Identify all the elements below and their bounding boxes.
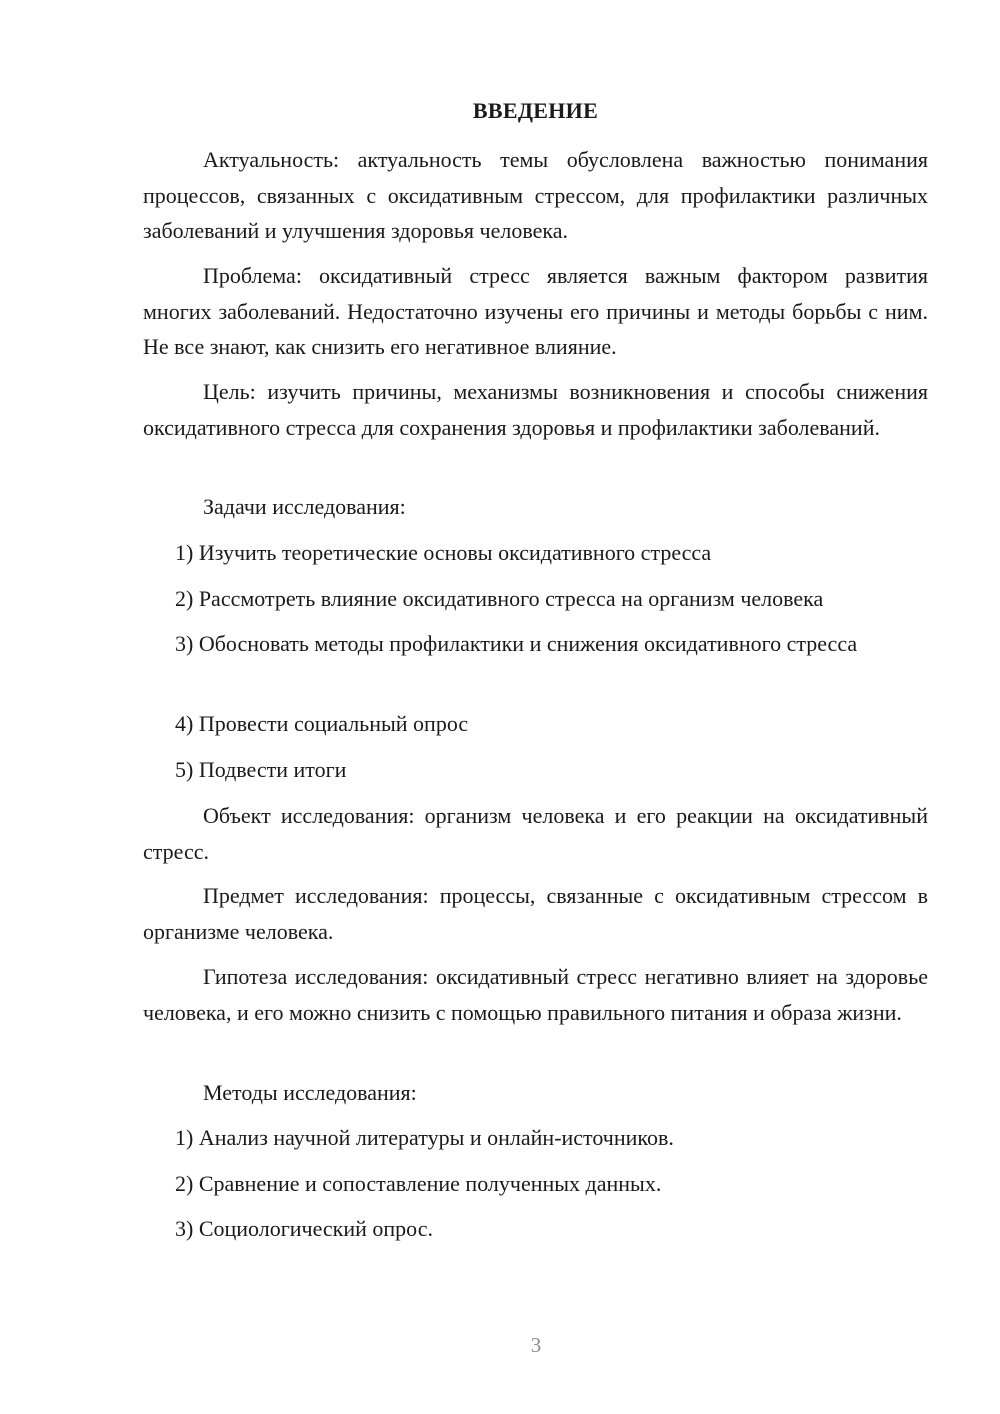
tasks-heading: Задачи исследования: bbox=[203, 494, 406, 519]
list-item: 1) Анализ научной литературы и онлайн-источников. bbox=[175, 1125, 674, 1150]
page-title: ВВЕДЕНИЕ bbox=[472, 98, 599, 123]
list-item: 3) Социологический опрос. bbox=[175, 1216, 433, 1241]
page-number: 3 bbox=[530, 1333, 542, 1357]
list-item: 3) Обосновать методы профилактики и снижения оксидативного стресса bbox=[175, 631, 858, 656]
methods-heading: Методы исследования: bbox=[203, 1080, 417, 1105]
goal-paragraph: Цель: изучить причины, механизмы возникновения и способы снижения оксидативного стресса для сохранения здоровья и профилактики заболеваний. bbox=[143, 379, 928, 440]
relevance-paragraph: Актуальность: актуальность темы обусловлена важностью понимания процессов, связанных с оксидативным стрессом, для профилактики различных заболеваний и улучшения здоровья человека. bbox=[143, 147, 928, 243]
problem-paragraph: Проблема: оксидативный стресс является важным фактором развития многих заболеваний. Недостаточно изучены его причины и методы борьбы с ним. Не все знают, как снизить его негативное влияние. bbox=[143, 263, 928, 359]
list-item: 2) Рассмотреть влияние оксидативного стресса на организм человека bbox=[175, 586, 824, 611]
object-paragraph: Объект исследования: организм человека и его реакции на оксидативный стресс. bbox=[143, 803, 928, 864]
list-item: 5) Подвести итоги bbox=[175, 757, 347, 782]
hypothesis-paragraph: Гипотеза исследования: оксидативный стресс негативно влияет на здоровье человека, и его можно снизить с помощью правильного питания и образа жизни. bbox=[143, 964, 928, 1025]
list-item: 2) Сравнение и сопоставление полученных данных. bbox=[175, 1171, 662, 1196]
list-item: 4) Провести социальный опрос bbox=[175, 711, 469, 736]
subject-paragraph: Предмет исследования: процессы, связанные с оксидативным стрессом в организме человека. bbox=[143, 883, 928, 944]
list-item: 1) Изучить теоретические основы оксидативного стресса bbox=[175, 540, 712, 565]
